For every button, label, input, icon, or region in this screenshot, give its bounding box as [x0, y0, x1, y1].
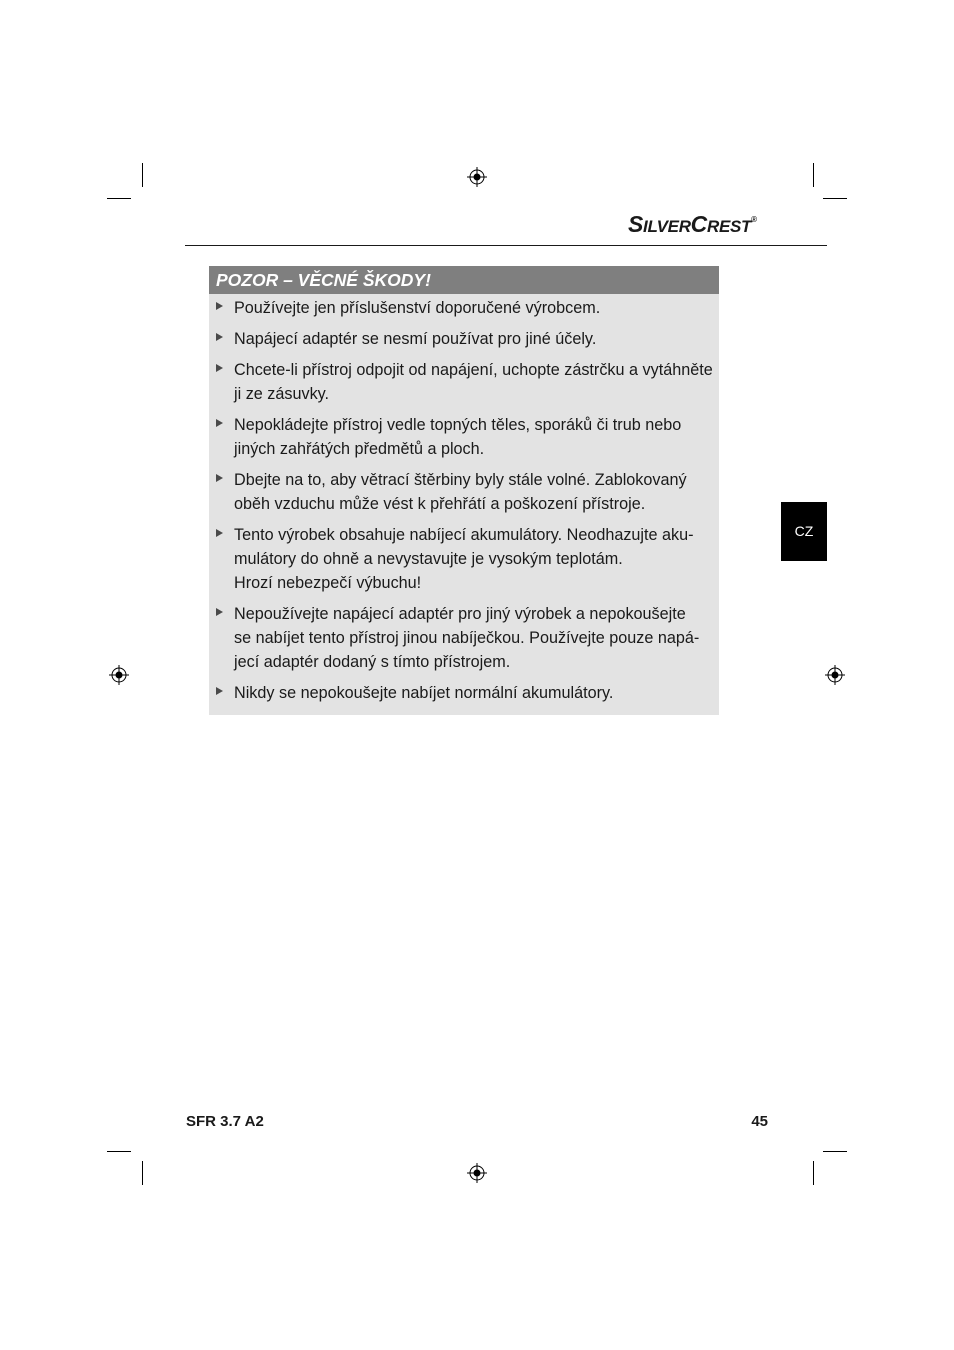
warning-item	[209, 468, 719, 516]
bullet-arrow-icon	[216, 529, 223, 537]
warning-item-text: Nikdy se nepokoušejte nabíjet normální akumulátory.	[234, 684, 614, 702]
bullet-arrow-icon	[216, 687, 223, 695]
warning-item-text: Napájecí adaptér se nesmí používat pro jiné účely.	[234, 330, 597, 348]
crop-mark	[823, 198, 847, 199]
warning-item-text: ji ze zásuvky.	[234, 385, 330, 404]
warning-box	[209, 266, 719, 715]
warning-item-text: oběh vzduchu může vést k přehřátí a poškození přístroje.	[234, 495, 646, 514]
bullet-arrow-icon	[216, 364, 223, 372]
crop-mark	[107, 198, 131, 199]
registration-mark-icon	[109, 665, 129, 685]
registration-mark-icon	[467, 1163, 487, 1183]
crop-mark	[142, 1161, 143, 1185]
warning-item-text: Tento výrobek obsahuje nabíjecí akumulátory. Neodhazujte aku-	[234, 526, 694, 544]
warning-item-text: jiných zahřátých předmětů a ploch.	[234, 440, 485, 459]
warning-item	[209, 413, 719, 461]
bullet-arrow-icon	[216, 302, 223, 310]
warning-item	[209, 523, 719, 596]
warning-item-text: jecí adaptér dodaný s tímto přístrojem.	[234, 653, 511, 672]
bullet-arrow-icon	[216, 419, 223, 427]
warning-item-text: se nabíjet tento přístroj jinou nabíječkou. Používejte pouze napá-	[234, 629, 700, 648]
warning-item	[209, 327, 719, 351]
crop-mark	[813, 1161, 814, 1185]
warning-item-text: Dbejte na to, aby větrací štěrbiny byly stále volné. Zablokovaný	[234, 471, 687, 489]
warning-item-text: Používejte jen příslušenství doporučené výrobcem.	[234, 299, 601, 317]
bullet-arrow-icon	[216, 333, 223, 341]
page-number: 45	[751, 1113, 768, 1130]
bullet-arrow-icon	[216, 474, 223, 482]
crop-mark	[142, 163, 143, 187]
warning-item	[209, 296, 719, 320]
warning-item	[209, 358, 719, 406]
warning-item	[209, 681, 719, 705]
warning-item-text: Chcete-li přístroj odpojit od napájení, uchopte zástrčku a vytáhněte	[234, 361, 713, 379]
warning-item	[209, 602, 719, 675]
footer-model: SFR 3.7 A2	[186, 1113, 264, 1130]
warning-item-text: mulátory do ohně a nevystavujte je vysokým teplotám.	[234, 550, 623, 569]
warning-item-text: Nepokládejte přístroj vedle topných těles, sporáků či trub nebo	[234, 416, 682, 434]
crop-mark	[813, 163, 814, 187]
header-rule	[185, 245, 827, 246]
crop-mark	[107, 1151, 131, 1152]
crop-mark	[823, 1151, 847, 1152]
registration-mark-icon	[467, 167, 487, 187]
warning-title: POZOR – VĚCNÉ ŠKODY!	[209, 266, 719, 294]
warning-item-text: Nepoužívejte napájecí adaptér pro jiný výrobek a nepokoušejte	[234, 605, 686, 623]
language-tab: CZ	[781, 502, 827, 561]
registration-mark-icon	[825, 665, 845, 685]
brand-logo: SILVERCREST®	[628, 211, 757, 237]
warning-item-text: Hrozí nebezpečí výbuchu!	[234, 574, 422, 593]
bullet-arrow-icon	[216, 608, 223, 616]
